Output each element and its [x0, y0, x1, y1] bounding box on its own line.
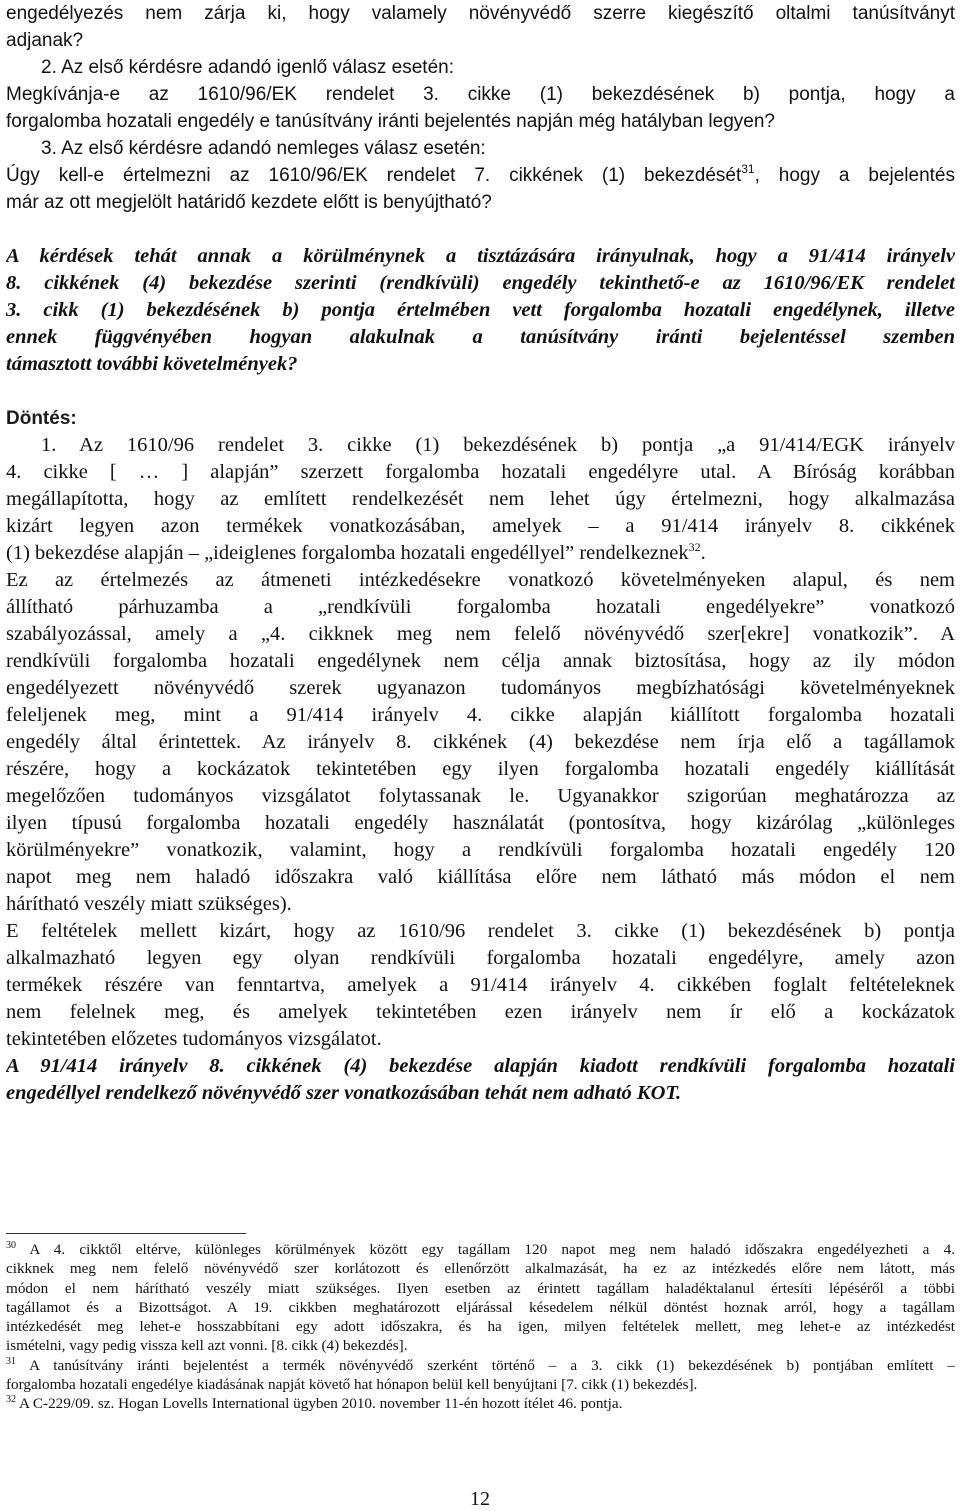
- line-text: ilyen típusú forgalomba hozatali engedély használatát (pontosítva, hogy kizárólag „különleges: [6, 812, 955, 834]
- text-line: [6, 324, 955, 351]
- line-text: hárítható veszély miatt szükséges).: [6, 893, 292, 915]
- text-line: [6, 594, 955, 621]
- footnote-text: módon el nem hárítható veszély miatt szükséges. Ilyen esetben az érintett tagállam haladéktalanul értesíti lépéséről a többi: [6, 1279, 955, 1297]
- text-line: [6, 270, 955, 297]
- text-line: [6, 999, 955, 1026]
- text-line: [6, 108, 955, 135]
- line-text: 2. Az első kérdésre adandó igenlő válasz esetén:: [41, 57, 454, 78]
- line-text-tail: , hogy a bejelentés: [754, 165, 955, 186]
- text-line: [6, 162, 955, 189]
- text-line: [6, 459, 955, 486]
- line-text: részére, hogy a kockázatok tekintetében egy ilyen forgalomba hozatali engedély kiállítását: [6, 758, 955, 780]
- footnote-line: [6, 1317, 955, 1336]
- text-line: [6, 1080, 955, 1107]
- footnote-line: [6, 1298, 955, 1317]
- text-line: [6, 756, 955, 783]
- text-line: [6, 918, 955, 945]
- text-line: [6, 783, 955, 810]
- line-text: megállapította, hogy az említett rendelkezését nem lehet úgy értelmezni, hogy alkalmazása: [6, 488, 955, 510]
- footnote-text: intézkedését meg lehet-e hosszabbítani egy adott időszakra, és ha igen, milyen feltételek mellett, meg lehet-e az intézkedést: [6, 1318, 955, 1336]
- text-line: [6, 810, 955, 837]
- footnote-line: [6, 1259, 955, 1278]
- footnote-text: A tanúsítvány iránti bejelentést a termék növényvédő szerként történő – a 3. cikk (1) bekezdésének b) pontjában említett –: [16, 1356, 955, 1374]
- line-text: feleljenek meg, mint a 91/414 irányelv 4. cikke alapján kiállított forgalomba hozatali: [6, 704, 955, 726]
- text-line: [6, 135, 955, 162]
- text-line: [6, 567, 955, 594]
- line-text: kizárt legyen azon termékek vonatkozásában, amelyek – a 91/414 irányelv 8. cikkének: [6, 515, 955, 537]
- line-text: állítható párhuzamba a „rendkívüli forgalomba hozatali engedélyekre” vonatkozó: [6, 596, 955, 618]
- line-text: Döntés:: [6, 408, 77, 429]
- footnote-number: 31: [6, 1355, 16, 1367]
- text-line: [6, 972, 955, 999]
- footnote-line: [6, 1356, 955, 1375]
- line-text: 3. cikk (1) bekezdésének b) pontja értelmében vett forgalomba hozatali engedélynek, illetve: [6, 299, 955, 321]
- text-line: [6, 513, 955, 540]
- page-number: 12: [470, 1488, 490, 1510]
- text-line: [6, 216, 955, 243]
- footnote-line: [6, 1336, 955, 1355]
- line-text: szabályozással, amely a „4. cikknek meg nem felelő növényvédő szer[ekre] vonatkozik”. A: [6, 623, 955, 645]
- footnote-text: A 4. cikktől eltérve, különleges körülmények között egy tagállam 120 napot meg nem haladó időszakra engedélyezheti a 4.: [16, 1241, 955, 1258]
- text-line: [6, 621, 955, 648]
- line-text: engedélyezés nem zárja ki, hogy valamely növényvédő szerre kiegészítő oltalmi tanúsítványt: [6, 3, 955, 24]
- text-line: [6, 297, 955, 324]
- text-line: [6, 432, 955, 459]
- text-line: [6, 1053, 955, 1080]
- footnote-text: tagállamot és a Bizottságot. A 19. cikkben meghatározott eljárással késedelem nélkül döntést hoznak arról, hogy a tagállam: [6, 1298, 955, 1316]
- line-text: támasztott további követelmények?: [6, 353, 298, 375]
- line-text: (1) bekezdése alapján – „ideiglenes forgalomba hozatali engedéllyel” rendelkeznek: [6, 542, 689, 564]
- body-text: [6, 0, 955, 1107]
- footnote-line: [6, 1240, 955, 1259]
- text-line: [6, 891, 955, 918]
- line-text: Megkívánja-e az 1610/96/EK rendelet 3. cikke (1) bekezdésének b) pontja, hogy a: [6, 84, 955, 105]
- footnote-text: A C-229/09. sz. Hogan Lovells International ügyben 2010. november 11-én hozott ítélet 46. pontja.: [16, 1395, 623, 1413]
- line-text: 1. Az 1610/96 rendelet 3. cikke (1) bekezdésének b) pontja „a 91/414/EGK irányelv: [41, 434, 955, 456]
- text-line: [6, 27, 955, 54]
- text-line: [6, 837, 955, 864]
- line-text: E feltételek mellett kizárt, hogy az 1610/96 rendelet 3. cikke (1) bekezdésének b) pontja: [6, 920, 955, 942]
- line-text: megelőzően tudományos vizsgálatot folytassanak le. Ugyanakkor szigorúan meghatározza az: [6, 785, 955, 807]
- text-line: [6, 54, 955, 81]
- line-text: 3. Az első kérdésre adandó nemleges válasz esetén:: [41, 138, 486, 159]
- footnote-ref: 31: [741, 162, 755, 176]
- text-line: [6, 81, 955, 108]
- text-line: [6, 945, 955, 972]
- line-text: Úgy kell-e értelmezni az 1610/96/EK rendelet 7. cikkének (1) bekezdését: [6, 165, 742, 186]
- line-text: nem felelnek meg, és amelyek tekintetében ezen irányelv nem ír elő a kockázatok: [6, 1001, 955, 1023]
- line-text: [6, 380, 11, 402]
- footnotes: [6, 1240, 955, 1414]
- text-line: [6, 540, 955, 567]
- text-line: [6, 243, 955, 270]
- footnote-number: 30: [6, 1240, 16, 1251]
- line-text: engedély által érintettek. Az irányelv 8. cikkének (4) bekezdése nem írja elő a tagállamok: [6, 731, 955, 753]
- line-text: engedéllyel rendelkező növényvédő szer vonatkozásában tehát nem adható KOT.: [6, 1082, 682, 1104]
- text-line: [6, 486, 955, 513]
- line-text-tail: .: [700, 542, 706, 564]
- footnote-separator: [6, 1233, 246, 1234]
- line-text: már az ott megjelölt határidő kezdete előtt is benyújtható?: [6, 192, 492, 213]
- line-text: forgalomba hozatali engedély e tanúsítvány iránti bejelentés napján még hatályban legyen?: [6, 111, 775, 132]
- text-line: [6, 702, 955, 729]
- text-line: [6, 1026, 955, 1053]
- text-line: [6, 864, 955, 891]
- text-line: [6, 648, 955, 675]
- line-text: A kérdések tehát annak a körülménynek a tisztázására irányulnak, hogy a 91/414 irányelv: [6, 245, 955, 267]
- line-text: [6, 218, 11, 240]
- section-heading: [6, 405, 955, 432]
- footnote-number: 32: [6, 1394, 16, 1406]
- line-text: napot meg nem haladó időszakra való kiállítása előre nem látható más módon el nem: [6, 866, 955, 888]
- line-text: körülményekre” vonatkozik, valamint, hogy a rendkívüli forgalomba hozatali engedély 120: [6, 839, 955, 861]
- line-text: A 91/414 irányelv 8. cikkének (4) bekezdése alapján kiadott rendkívüli forgalomba hozatali: [6, 1055, 955, 1077]
- footnote-text: forgalomba hozatali engedélye kiadásának napját követő hat hónapon belül kell benyújtani [7. cikk (1) bekezdés].: [6, 1376, 698, 1394]
- footnote-line: [6, 1279, 955, 1298]
- line-text: 8. cikkének (4) bekezdése szerinti (rendkívüli) engedély tekinthető-e az 1610/96/EK rendelet: [6, 272, 955, 294]
- line-text: termékek részére van fenntartva, amelyek a 91/414 irányelv 4. cikkében foglalt feltételeknek: [6, 974, 955, 996]
- text-line: [6, 675, 955, 702]
- footnote-text: ismételni, vagy pedig vissza kell azt vonni. [8. cikk (4) bekezdés].: [6, 1337, 408, 1355]
- line-text: engedélyezett növényvédő szerek ugyanazon tudományos megbízhatósági követelményeknek: [6, 677, 955, 699]
- line-text: adjanak?: [6, 30, 84, 51]
- text-line: [6, 189, 955, 216]
- footnote-text: cikknek meg nem felelő növényvédő szer korlátozott és ellenőrzött alkalmazását, ha ez az intézkedés előre nem látott, más: [6, 1260, 955, 1278]
- text-line: [6, 729, 955, 756]
- line-text: tekintetében előzetes tudományos vizsgálatot.: [6, 1028, 382, 1050]
- line-text: ennek függvényében hogyan alakulnak a tanúsítvány iránti bejelentéssel szemben: [6, 326, 955, 348]
- line-text: rendkívüli forgalomba hozatali engedélynek nem célja annak biztosítása, hogy az ily módon: [6, 650, 955, 672]
- text-line: [6, 378, 955, 405]
- text-line: [6, 0, 955, 27]
- footnote-line: [6, 1394, 955, 1413]
- text-line: [6, 351, 955, 378]
- line-text: Ez az értelmezés az átmeneti intézkedésekre vonatkozó követelményeken alapul, és nem: [6, 569, 955, 591]
- line-text: 4. cikke [ … ] alapján” szerzett forgalomba hozatali engedélyre utal. A Bíróság korábban: [6, 461, 955, 483]
- footnote-line: [6, 1375, 955, 1394]
- line-text: alkalmazható legyen egy olyan rendkívüli forgalomba hozatali engedélyre, amely azon: [6, 947, 955, 969]
- footnote-ref: 32: [688, 540, 701, 554]
